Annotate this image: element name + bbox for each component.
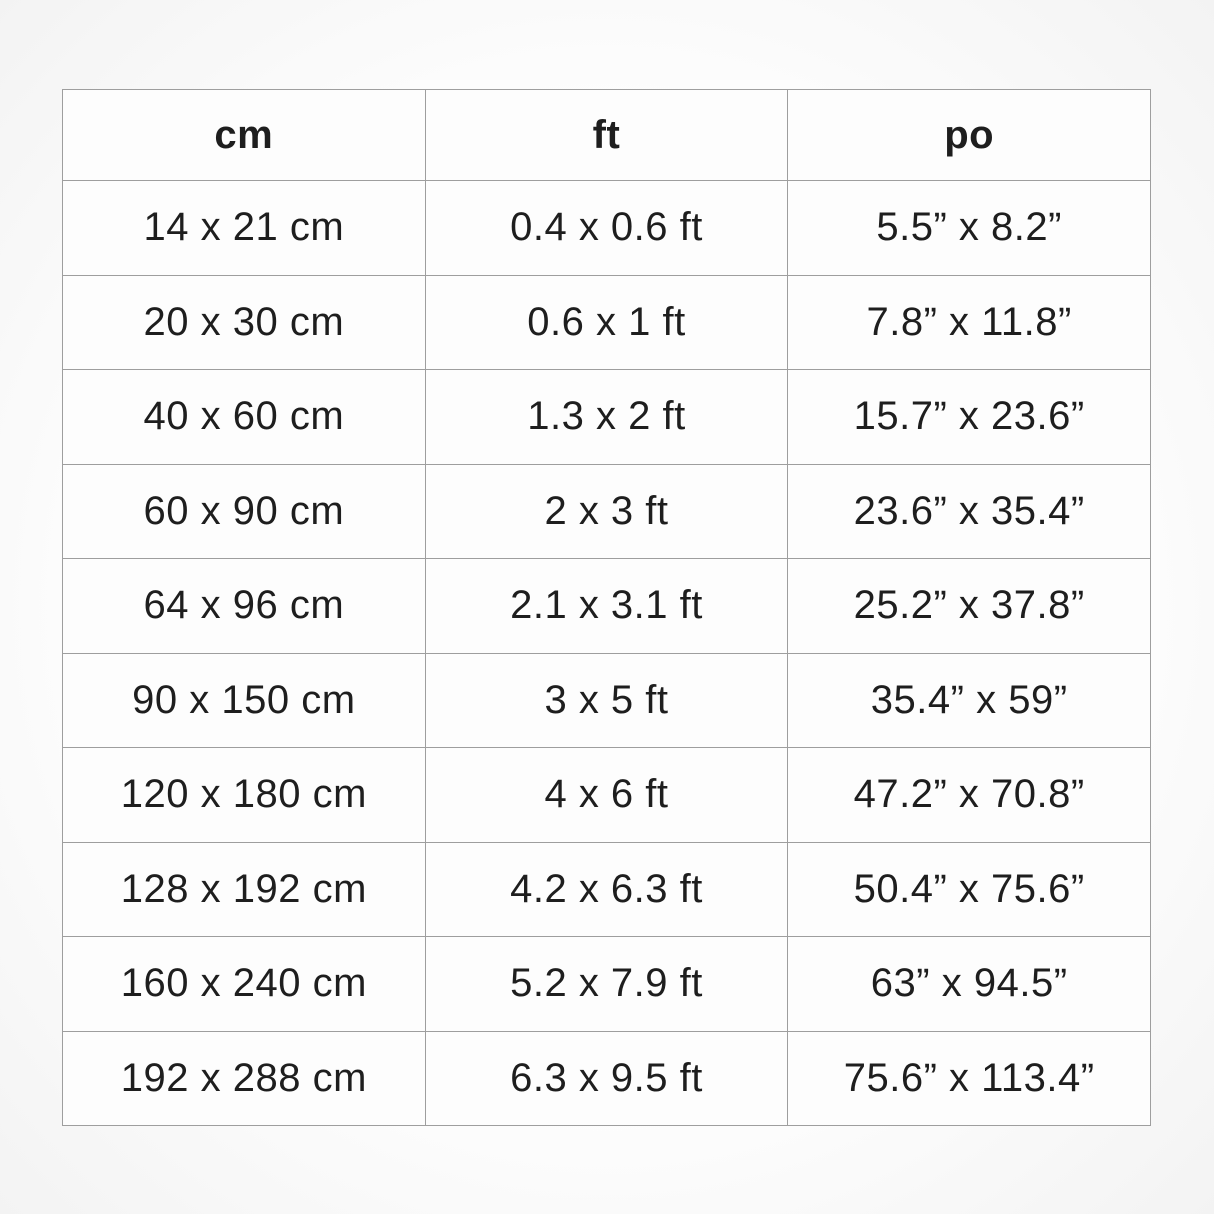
cell-ft: 4.2 x 6.3 ft [425, 842, 788, 937]
cell-ft: 5.2 x 7.9 ft [425, 937, 788, 1032]
cell-po: 25.2” x 37.8” [788, 559, 1151, 654]
cell-po: 47.2” x 70.8” [788, 748, 1151, 843]
cell-po: 75.6” x 113.4” [788, 1031, 1151, 1126]
cell-po: 23.6” x 35.4” [788, 464, 1151, 559]
cell-ft: 6.3 x 9.5 ft [425, 1031, 788, 1126]
table-row [63, 275, 1151, 370]
cell-po: 50.4” x 75.6” [788, 842, 1151, 937]
cell-ft: 2.1 x 3.1 ft [425, 559, 788, 654]
column-header-cm: cm [63, 90, 426, 181]
table-row [63, 653, 1151, 748]
cell-cm: 14 x 21 cm [63, 181, 426, 276]
header-row [63, 90, 1151, 181]
cell-po: 15.7” x 23.6” [788, 370, 1151, 465]
cell-ft: 0.6 x 1 ft [425, 275, 788, 370]
table-row [63, 181, 1151, 276]
cell-cm: 128 x 192 cm [63, 842, 426, 937]
table-row [63, 370, 1151, 465]
column-header-po: po [788, 90, 1151, 181]
cell-cm: 40 x 60 cm [63, 370, 426, 465]
cell-po: 5.5” x 8.2” [788, 181, 1151, 276]
cell-ft: 3 x 5 ft [425, 653, 788, 748]
column-header-ft: ft [425, 90, 788, 181]
cell-po: 35.4” x 59” [788, 653, 1151, 748]
cell-cm: 120 x 180 cm [63, 748, 426, 843]
cell-cm: 192 x 288 cm [63, 1031, 426, 1126]
table-row [63, 559, 1151, 654]
size-conversion-table-container [62, 89, 1151, 1126]
cell-cm: 60 x 90 cm [63, 464, 426, 559]
table-row [63, 464, 1151, 559]
size-conversion-table [62, 89, 1151, 1126]
cell-ft: 2 x 3 ft [425, 464, 788, 559]
table-body [63, 181, 1151, 1126]
table-row [63, 842, 1151, 937]
cell-ft: 1.3 x 2 ft [425, 370, 788, 465]
table-row [63, 937, 1151, 1032]
table-header [63, 90, 1151, 181]
cell-ft: 4 x 6 ft [425, 748, 788, 843]
cell-po: 63” x 94.5” [788, 937, 1151, 1032]
table-row [63, 748, 1151, 843]
cell-cm: 20 x 30 cm [63, 275, 426, 370]
cell-ft: 0.4 x 0.6 ft [425, 181, 788, 276]
table-row [63, 1031, 1151, 1126]
cell-cm: 160 x 240 cm [63, 937, 426, 1032]
cell-cm: 90 x 150 cm [63, 653, 426, 748]
cell-cm: 64 x 96 cm [63, 559, 426, 654]
cell-po: 7.8” x 11.8” [788, 275, 1151, 370]
